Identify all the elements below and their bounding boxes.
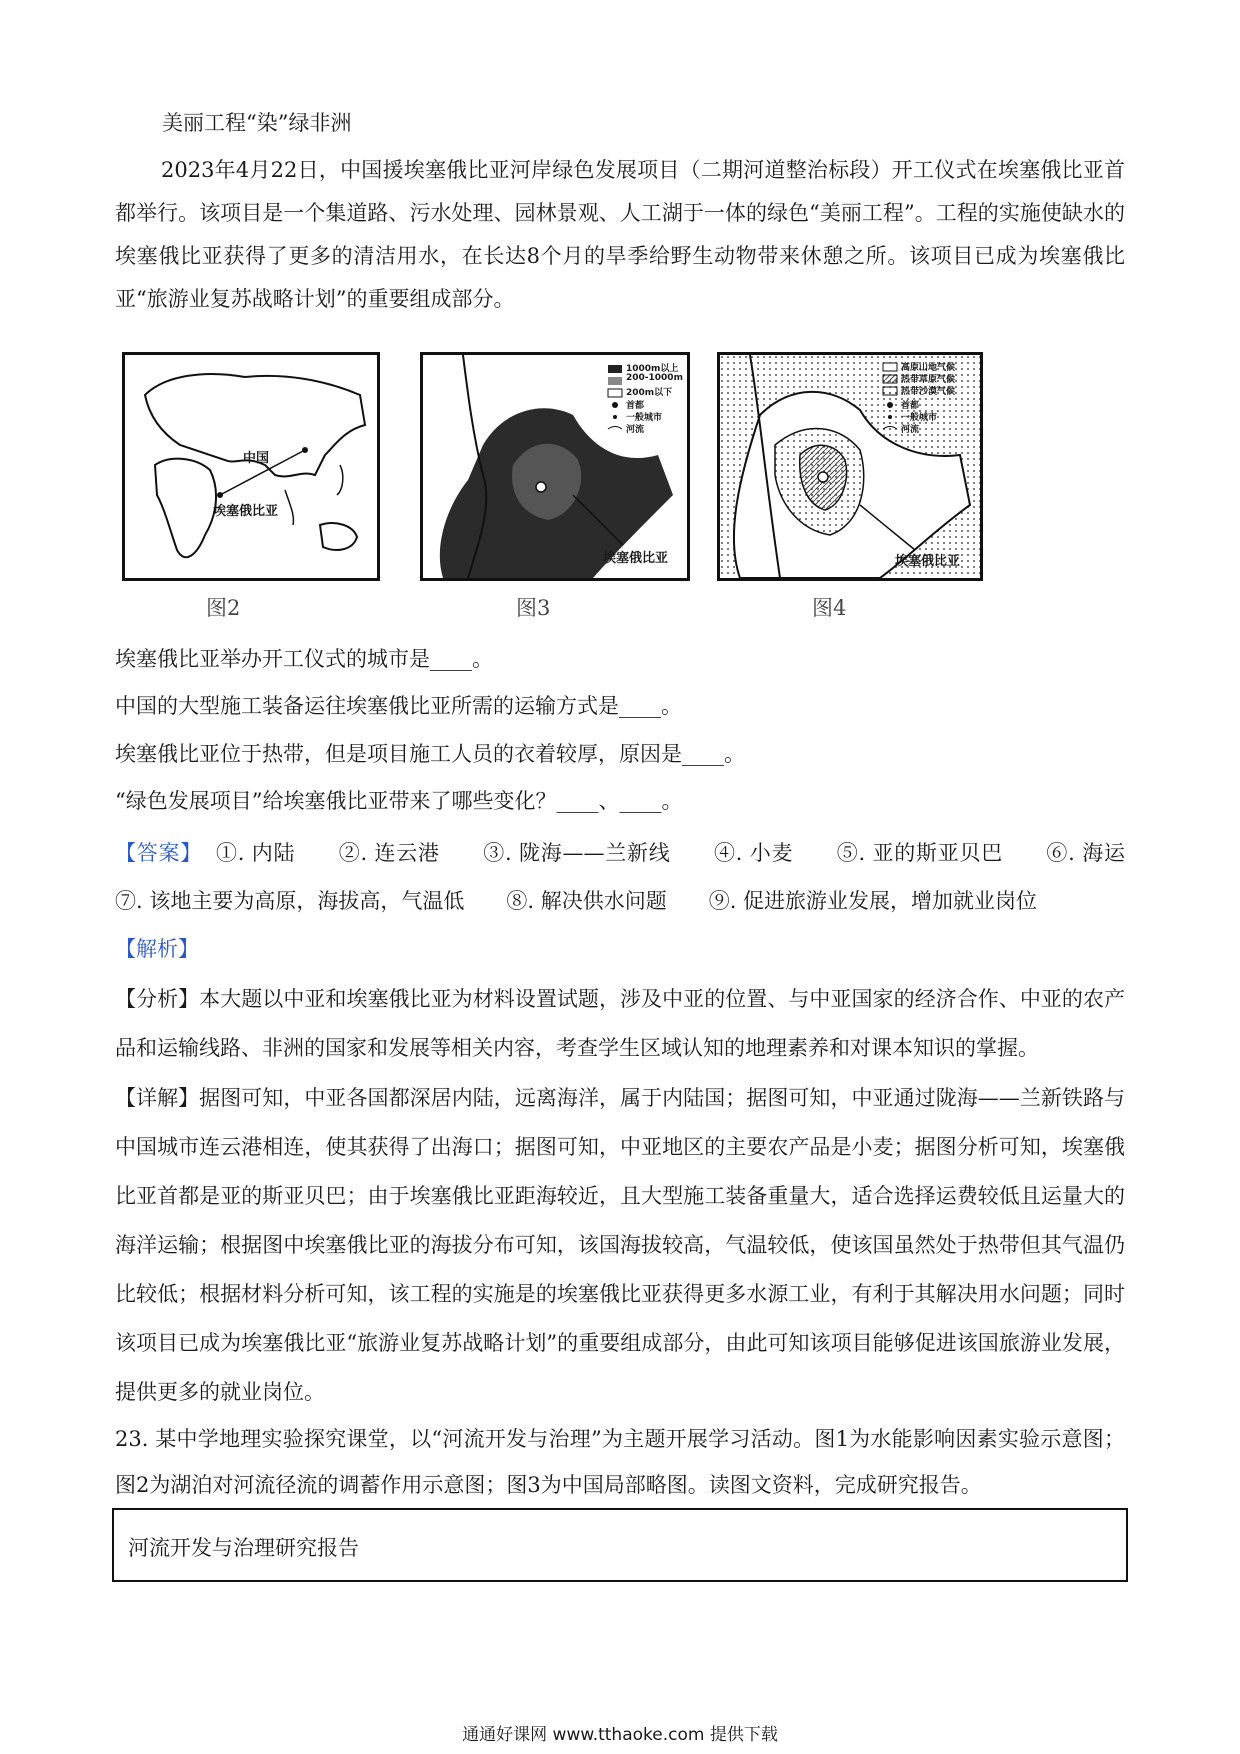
legend-label-capital: 首都: [626, 401, 645, 411]
figure-2-caption: 图2: [206, 596, 241, 620]
map-label-ethiopia: 埃塞俄比亚: [895, 554, 961, 569]
question-1: 埃塞俄比亚举办开工仪式的城市是____。: [115, 647, 493, 671]
answer-block: [115, 829, 1167, 925]
map-label-ethiopia: 埃塞俄比亚: [603, 551, 669, 566]
legend-label-city: 一般城市: [901, 413, 938, 423]
map-label-china: 中国: [243, 451, 270, 466]
figure-2-world-map: [122, 352, 380, 581]
legend-label-river: 河流: [901, 425, 920, 435]
figure-4-climate-map: [717, 352, 983, 581]
legend-label-200-1000: 200-1000m: [626, 373, 683, 383]
legend-label-above-1000: 1000m以上: [626, 364, 679, 374]
question-4: “绿色发展项目”给埃塞俄比亚带来了哪些变化？____、____。: [115, 789, 683, 813]
footer-source: 通通好课网 www.tthaoke.com 提供下载: [462, 1725, 778, 1745]
analysis-paragraph: 【分析】本大题以中亚和埃塞俄比亚为材料设置试题，涉及中亚的位置、与中亚国家的经济合作、中亚的农产品和运输线路、非洲的国家和发展等相关内容，考查学生区域认知的地理素养和对课本知识的掌握。: [115, 987, 1125, 1060]
answer-label: 【答案】: [115, 841, 202, 865]
legend-label-savanna: 热带草原气候: [901, 375, 956, 385]
question-23: 23. 某中学地理实验探究课堂，以“河流开发与治理”为主题开展学习活动。图1为水能影响因素实验示意图；图2为湖泊对河流径流的调蓄作用示意图；图3为中国局部略图。读图文资料，完成研究报告。: [115, 1427, 1125, 1497]
legend-label-river: 河流: [626, 425, 645, 435]
legend-label-highland: 高原山地气候: [901, 363, 956, 373]
report-title: 河流开发与治理研究报告: [128, 1536, 359, 1560]
figure-4-caption: 图4: [812, 596, 847, 620]
detail-paragraph: 【详解】据图可知，中亚各国都深居内陆，远离海洋，属于内陆国；据图可知，中亚通过陇海——兰新铁路与中国城市连云港相连，使其获得了出海口；据图可知，中亚地区的主要农产品是小麦；据图分析可知，埃塞俄比亚首都是亚的斯亚贝巴；由于埃塞俄比亚距海较近，且大型施工装备重量大，适合选择运费较低且运量大的海洋运输；根据图中埃塞俄比亚的海拔分布可知，该国海拔较高，气温较低，使该国虽然处于热带但其气温仍比较低；根据材料分析可知，该工程的实施是的埃塞俄比亚获得更多水源工业，有利于其解决用水问题；同时该项目已成为埃塞俄比亚“旅游业复苏战略计划”的重要组成部分，由此可知该项目能够促进该国旅游业发展，提供更多的就业岗位。: [115, 1086, 1125, 1404]
legend-label-below-200: 200m以下: [626, 388, 673, 398]
world-map-drawing: [125, 355, 377, 578]
report-box: [112, 1508, 1128, 1582]
legend-label-capital: 首都: [901, 401, 920, 411]
figure-3-caption: 图3: [516, 596, 551, 620]
question-2: 中国的大型施工装备运往埃塞俄比亚所需的运输方式是____。: [115, 694, 682, 718]
answer-text: ①. 内陆 ②. 连云港 ③. 陇海——兰新线 ④. 小麦 ⑤. 亚的斯亚贝巴 ⑥. 海运 ⑦. 该地主要为高原，海拔高，气温低 ⑧. 解决供水问题 ⑨. 促进旅游业发展，增加就业岗位: [115, 841, 1167, 913]
figure-3-elevation-map: [420, 352, 690, 581]
legend-label-desert: 热带沙漠气候: [901, 387, 956, 397]
legend-label-city: 一般城市: [626, 413, 663, 423]
analysis-label: 【解析】: [115, 937, 199, 961]
section-heading: 美丽工程“染”绿非洲: [162, 111, 352, 135]
intro-paragraph: 2023年4月22日，中国援埃塞俄比亚河岸绿色发展项目（二期河道整治标段）开工仪式在埃塞俄比亚首都举行。该项目是一个集道路、污水处理、园林景观、人工湖于一体的绿色“美丽工程”。工程的实施使缺水的埃塞俄比亚获得了更多的清洁用水，在长达8个月的旱季给野生动物带来休憩之所。该项目已成为埃塞俄比亚“旅游业复苏战略计划”的重要组成部分。: [115, 158, 1125, 311]
map-label-ethiopia: 埃塞俄比亚: [213, 504, 279, 519]
question-3: 埃塞俄比亚位于热带，但是项目施工人员的衣着较厚，原因是____。: [115, 742, 745, 766]
